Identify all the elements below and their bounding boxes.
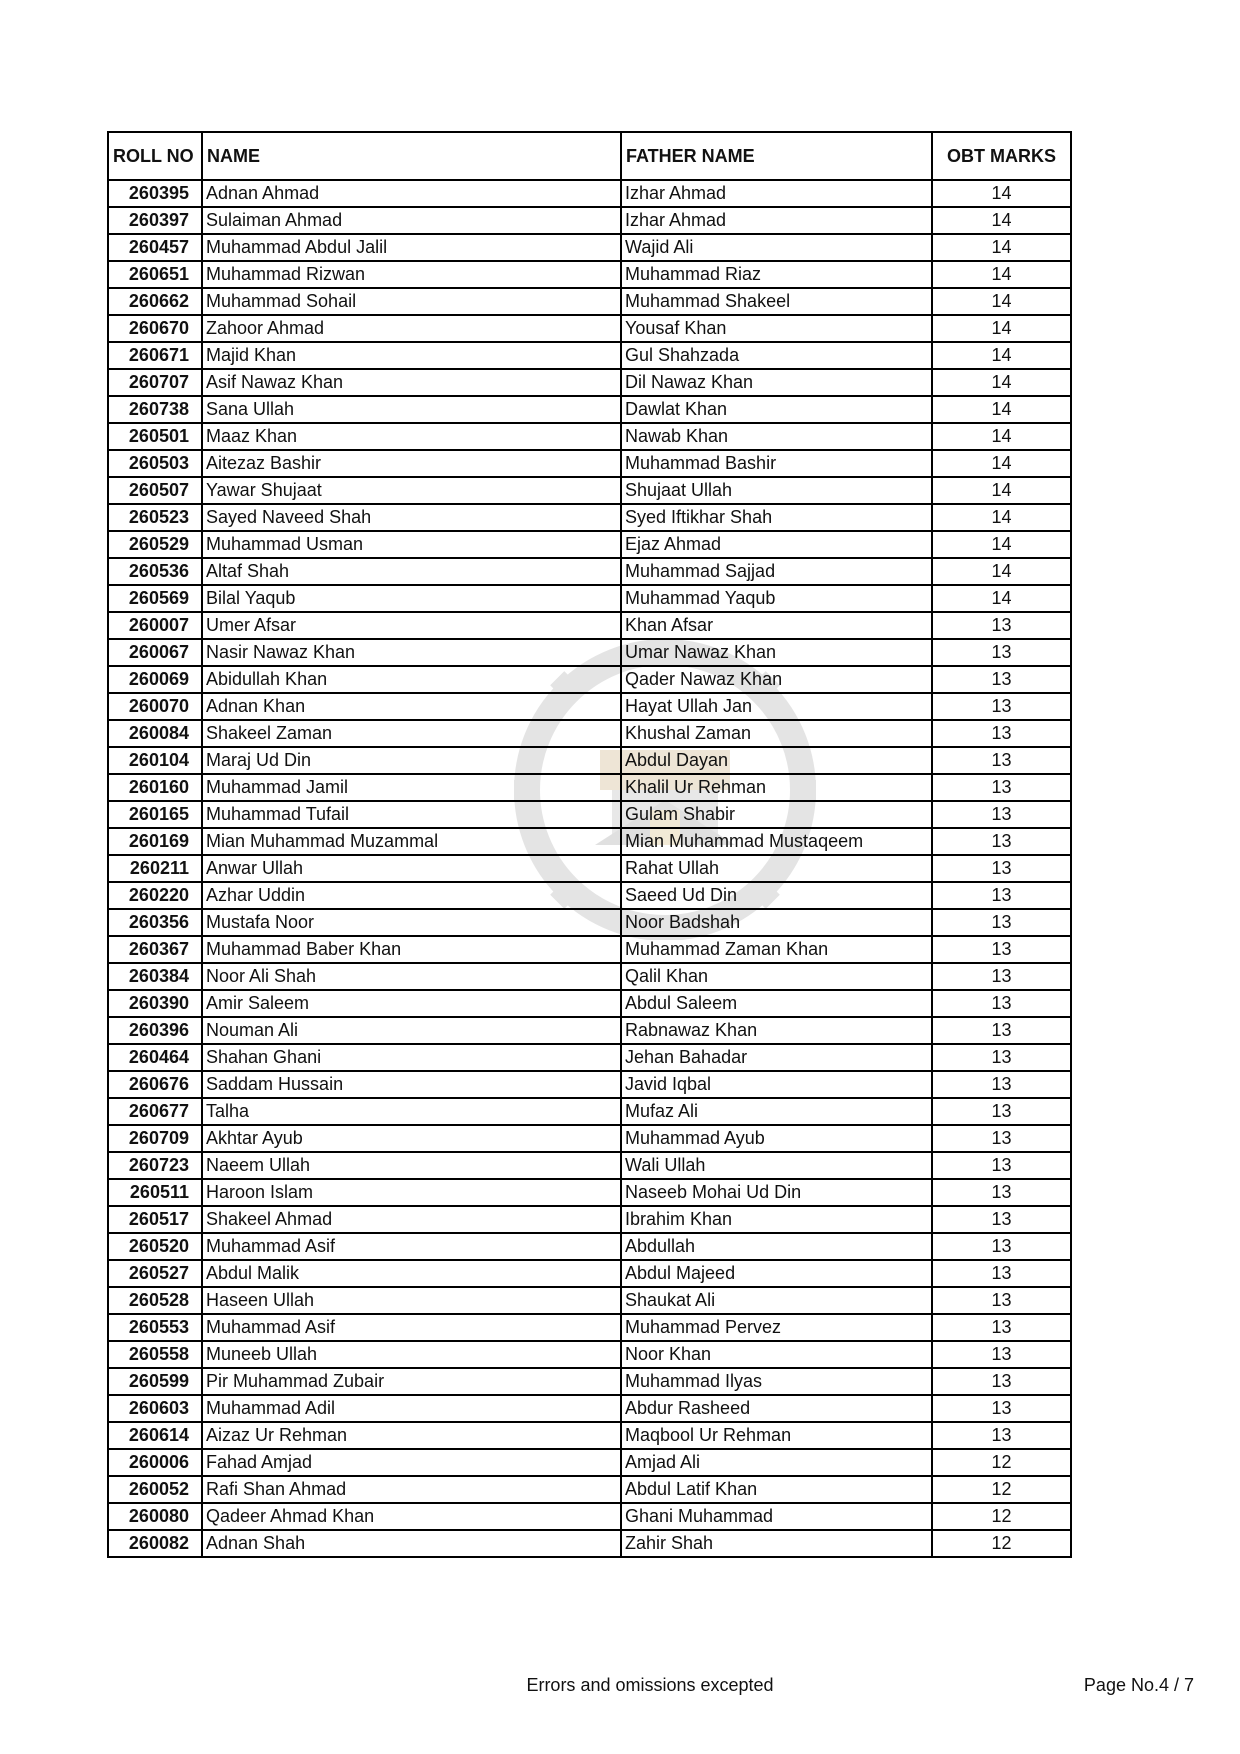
father-name-cell: Qalil Khan (621, 963, 932, 990)
obt-marks-cell: 14 (932, 558, 1071, 585)
obt-marks-cell: 14 (932, 315, 1071, 342)
table-row (108, 855, 1071, 882)
table-row (108, 1287, 1071, 1314)
father-name-cell: Ibrahim Khan (621, 1206, 932, 1233)
father-name-cell: Ejaz Ahmad (621, 531, 932, 558)
roll-no-cell: 260384 (108, 963, 202, 990)
name-cell: Maraj Ud Din (202, 747, 621, 774)
table-row (108, 909, 1071, 936)
roll-no-cell: 260603 (108, 1395, 202, 1422)
name-cell: Muhammad Asif (202, 1314, 621, 1341)
results-table-header (108, 132, 1071, 180)
obt-marks-cell: 14 (932, 504, 1071, 531)
roll-no-cell: 260006 (108, 1449, 202, 1476)
roll-no-cell: 260517 (108, 1206, 202, 1233)
name-cell: Umer Afsar (202, 612, 621, 639)
father-name-cell: Syed Iftikhar Shah (621, 504, 932, 531)
obt-marks-cell: 13 (932, 963, 1071, 990)
father-name-cell: Ghani Muhammad (621, 1503, 932, 1530)
roll-no-cell: 260395 (108, 180, 202, 207)
obt-marks-cell: 14 (932, 531, 1071, 558)
obt-marks-cell: 13 (932, 909, 1071, 936)
table-row (108, 1503, 1071, 1530)
roll-no-cell: 260671 (108, 342, 202, 369)
table-row (108, 180, 1071, 207)
obt-marks-cell: 13 (932, 639, 1071, 666)
father-name-cell: Khushal Zaman (621, 720, 932, 747)
obt-marks-cell: 13 (932, 855, 1071, 882)
table-row (108, 747, 1071, 774)
obt-marks-cell: 14 (932, 477, 1071, 504)
table-row (108, 1125, 1071, 1152)
header-obt-marks: OBT MARKS (932, 132, 1071, 180)
father-name-cell: Abdul Majeed (621, 1260, 932, 1287)
father-name-cell: Wajid Ali (621, 234, 932, 261)
roll-no-cell: 260558 (108, 1341, 202, 1368)
obt-marks-cell: 13 (932, 612, 1071, 639)
father-name-cell: Amjad Ali (621, 1449, 932, 1476)
roll-no-cell: 260670 (108, 315, 202, 342)
roll-no-cell: 260052 (108, 1476, 202, 1503)
father-name-cell: Noor Khan (621, 1341, 932, 1368)
table-row (108, 1044, 1071, 1071)
name-cell: Adnan Khan (202, 693, 621, 720)
obt-marks-cell: 13 (932, 1125, 1071, 1152)
roll-no-cell: 260677 (108, 1098, 202, 1125)
father-name-cell: Abdul Latif Khan (621, 1476, 932, 1503)
table-row (108, 801, 1071, 828)
father-name-cell: Wali Ullah (621, 1152, 932, 1179)
roll-no-cell: 260396 (108, 1017, 202, 1044)
table-row (108, 396, 1071, 423)
father-name-cell: Mufaz Ali (621, 1098, 932, 1125)
obt-marks-cell: 12 (932, 1530, 1071, 1557)
table-row (108, 1071, 1071, 1098)
table-row (108, 693, 1071, 720)
roll-no-cell: 260527 (108, 1260, 202, 1287)
roll-no-cell: 260211 (108, 855, 202, 882)
table-row (108, 936, 1071, 963)
table-row (108, 1395, 1071, 1422)
obt-marks-cell: 13 (932, 693, 1071, 720)
obt-marks-cell: 13 (932, 1314, 1071, 1341)
obt-marks-cell: 13 (932, 1071, 1071, 1098)
obt-marks-cell: 13 (932, 1179, 1071, 1206)
father-name-cell: Muhammad Shakeel (621, 288, 932, 315)
table-row (108, 450, 1071, 477)
roll-no-cell: 260082 (108, 1530, 202, 1557)
header-name: NAME (202, 132, 621, 180)
name-cell: Mustafa Noor (202, 909, 621, 936)
roll-no-cell: 260160 (108, 774, 202, 801)
roll-no-cell: 260169 (108, 828, 202, 855)
name-cell: Muhammad Abdul Jalil (202, 234, 621, 261)
table-row (108, 882, 1071, 909)
name-cell: Akhtar Ayub (202, 1125, 621, 1152)
obt-marks-cell: 14 (932, 261, 1071, 288)
obt-marks-cell: 13 (932, 828, 1071, 855)
table-row (108, 261, 1071, 288)
name-cell: Muhammad Adil (202, 1395, 621, 1422)
roll-no-cell: 260390 (108, 990, 202, 1017)
roll-no-cell: 260529 (108, 531, 202, 558)
name-cell: Aitezaz Bashir (202, 450, 621, 477)
father-name-cell: Noor Badshah (621, 909, 932, 936)
name-cell: Haroon Islam (202, 1179, 621, 1206)
obt-marks-cell: 12 (932, 1449, 1071, 1476)
table-row (108, 1206, 1071, 1233)
name-cell: Bilal Yaqub (202, 585, 621, 612)
father-name-cell: Muhammad Riaz (621, 261, 932, 288)
table-row (108, 774, 1071, 801)
obt-marks-cell: 14 (932, 288, 1071, 315)
table-row (108, 1368, 1071, 1395)
roll-no-cell: 260599 (108, 1368, 202, 1395)
obt-marks-cell: 13 (932, 936, 1071, 963)
father-name-cell: Khalil Ur Rehman (621, 774, 932, 801)
name-cell: Mian Muhammad Muzammal (202, 828, 621, 855)
table-row (108, 666, 1071, 693)
father-name-cell: Muhammad Bashir (621, 450, 932, 477)
roll-no-cell: 260709 (108, 1125, 202, 1152)
roll-no-cell: 260080 (108, 1503, 202, 1530)
obt-marks-cell: 13 (932, 720, 1071, 747)
roll-no-cell: 260457 (108, 234, 202, 261)
roll-no-cell: 260397 (108, 207, 202, 234)
roll-no-cell: 260738 (108, 396, 202, 423)
roll-no-cell: 260507 (108, 477, 202, 504)
obt-marks-cell: 14 (932, 234, 1071, 261)
table-row (108, 612, 1071, 639)
father-name-cell: Izhar Ahmad (621, 207, 932, 234)
roll-no-cell: 260084 (108, 720, 202, 747)
name-cell: Anwar Ullah (202, 855, 621, 882)
name-cell: Nasir Nawaz Khan (202, 639, 621, 666)
father-name-cell: Khan Afsar (621, 612, 932, 639)
obt-marks-cell: 13 (932, 1395, 1071, 1422)
obt-marks-cell: 13 (932, 882, 1071, 909)
table-row (108, 639, 1071, 666)
table-row (108, 1179, 1071, 1206)
table-row (108, 1341, 1071, 1368)
table-row (108, 234, 1071, 261)
obt-marks-cell: 13 (932, 1233, 1071, 1260)
obt-marks-cell: 13 (932, 747, 1071, 774)
obt-marks-cell: 14 (932, 423, 1071, 450)
table-row (108, 558, 1071, 585)
father-name-cell: Javid Iqbal (621, 1071, 932, 1098)
obt-marks-cell: 12 (932, 1503, 1071, 1530)
name-cell: Muhammad Tufail (202, 801, 621, 828)
roll-no-cell: 260165 (108, 801, 202, 828)
father-name-cell: Gulam Shabir (621, 801, 932, 828)
table-row (108, 720, 1071, 747)
father-name-cell: Zahir Shah (621, 1530, 932, 1557)
table-row (108, 342, 1071, 369)
name-cell: Haseen Ullah (202, 1287, 621, 1314)
table-row (108, 1017, 1071, 1044)
table-row (108, 1098, 1071, 1125)
father-name-cell: Muhammad Ayub (621, 1125, 932, 1152)
table-row (108, 1422, 1071, 1449)
roll-no-cell: 260367 (108, 936, 202, 963)
roll-no-cell: 260707 (108, 369, 202, 396)
table-row (108, 990, 1071, 1017)
footer-disclaimer: Errors and omissions excepted (526, 1675, 774, 1695)
name-cell: Yawar Shujaat (202, 477, 621, 504)
obt-marks-cell: 13 (932, 1287, 1071, 1314)
name-cell: Talha (202, 1098, 621, 1125)
obt-marks-cell: 13 (932, 1422, 1071, 1449)
roll-no-cell: 260523 (108, 504, 202, 531)
father-name-cell: Abdul Dayan (621, 747, 932, 774)
roll-no-cell: 260536 (108, 558, 202, 585)
table-row (108, 1314, 1071, 1341)
table-row (108, 1449, 1071, 1476)
name-cell: Muhammad Rizwan (202, 261, 621, 288)
name-cell: Pir Muhammad Zubair (202, 1368, 621, 1395)
father-name-cell: Maqbool Ur Rehman (621, 1422, 932, 1449)
table-row (108, 1530, 1071, 1557)
table-row (108, 1233, 1071, 1260)
name-cell: Rafi Shan Ahmad (202, 1476, 621, 1503)
name-cell: Noor Ali Shah (202, 963, 621, 990)
father-name-cell: Abdur Rasheed (621, 1395, 932, 1422)
name-cell: Muhammad Jamil (202, 774, 621, 801)
obt-marks-cell: 13 (932, 774, 1071, 801)
obt-marks-cell: 13 (932, 1341, 1071, 1368)
results-table (107, 131, 1072, 1558)
name-cell: Shahan Ghani (202, 1044, 621, 1071)
roll-no-cell: 260069 (108, 666, 202, 693)
father-name-cell: Muhammad Pervez (621, 1314, 932, 1341)
name-cell: Naeem Ullah (202, 1152, 621, 1179)
roll-no-cell: 260614 (108, 1422, 202, 1449)
table-row (108, 963, 1071, 990)
results-table-body (108, 180, 1071, 1557)
roll-no-cell: 260464 (108, 1044, 202, 1071)
father-name-cell: Muhammad Ilyas (621, 1368, 932, 1395)
header-row (108, 132, 1071, 180)
obt-marks-cell: 13 (932, 801, 1071, 828)
father-name-cell: Rabnawaz Khan (621, 1017, 932, 1044)
name-cell: Abdul Malik (202, 1260, 621, 1287)
obt-marks-cell: 14 (932, 207, 1071, 234)
name-cell: Amir Saleem (202, 990, 621, 1017)
father-name-cell: Abdullah (621, 1233, 932, 1260)
name-cell: Zahoor Ahmad (202, 315, 621, 342)
name-cell: Sana Ullah (202, 396, 621, 423)
name-cell: Azhar Uddin (202, 882, 621, 909)
father-name-cell: Mian Muhammad Mustaqeem (621, 828, 932, 855)
roll-no-cell: 260007 (108, 612, 202, 639)
table-row (108, 288, 1071, 315)
roll-no-cell: 260501 (108, 423, 202, 450)
roll-no-cell: 260356 (108, 909, 202, 936)
obt-marks-cell: 13 (932, 1044, 1071, 1071)
header-roll-no: ROLL NO (108, 132, 202, 180)
father-name-cell: Izhar Ahmad (621, 180, 932, 207)
name-cell: Muhammad Sohail (202, 288, 621, 315)
father-name-cell: Qader Nawaz Khan (621, 666, 932, 693)
roll-no-cell: 260511 (108, 1179, 202, 1206)
name-cell: Adnan Ahmad (202, 180, 621, 207)
table-row (108, 1476, 1071, 1503)
roll-no-cell: 260528 (108, 1287, 202, 1314)
name-cell: Nouman Ali (202, 1017, 621, 1044)
table-row (108, 423, 1071, 450)
roll-no-cell: 260723 (108, 1152, 202, 1179)
name-cell: Muhammad Baber Khan (202, 936, 621, 963)
name-cell: Muneeb Ullah (202, 1341, 621, 1368)
roll-no-cell: 260662 (108, 288, 202, 315)
father-name-cell: Umar Nawaz Khan (621, 639, 932, 666)
father-name-cell: Muhammad Sajjad (621, 558, 932, 585)
father-name-cell: Muhammad Zaman Khan (621, 936, 932, 963)
roll-no-cell: 260553 (108, 1314, 202, 1341)
name-cell: Altaf Shah (202, 558, 621, 585)
name-cell: Shakeel Zaman (202, 720, 621, 747)
roll-no-cell: 260651 (108, 261, 202, 288)
name-cell: Asif Nawaz Khan (202, 369, 621, 396)
roll-no-cell: 260070 (108, 693, 202, 720)
obt-marks-cell: 13 (932, 990, 1071, 1017)
name-cell: Adnan Shah (202, 1530, 621, 1557)
name-cell: Qadeer Ahmad Khan (202, 1503, 621, 1530)
table-row (108, 504, 1071, 531)
name-cell: Abidullah Khan (202, 666, 621, 693)
table-row (108, 1260, 1071, 1287)
father-name-cell: Shujaat Ullah (621, 477, 932, 504)
table-row (108, 585, 1071, 612)
father-name-cell: Muhammad Yaqub (621, 585, 932, 612)
name-cell: Shakeel Ahmad (202, 1206, 621, 1233)
header-father-name: FATHER NAME (621, 132, 932, 180)
table-row (108, 315, 1071, 342)
page-number: Page No.4 / 7 (1083, 1675, 1194, 1695)
obt-marks-cell: 13 (932, 666, 1071, 693)
roll-no-cell: 260676 (108, 1071, 202, 1098)
table-row (108, 828, 1071, 855)
roll-no-cell: 260067 (108, 639, 202, 666)
table-row (108, 1152, 1071, 1179)
obt-marks-cell: 14 (932, 342, 1071, 369)
obt-marks-cell: 14 (932, 396, 1071, 423)
obt-marks-cell: 14 (932, 450, 1071, 477)
obt-marks-cell: 14 (932, 180, 1071, 207)
obt-marks-cell: 13 (932, 1152, 1071, 1179)
name-cell: Majid Khan (202, 342, 621, 369)
obt-marks-cell: 13 (932, 1206, 1071, 1233)
father-name-cell: Dil Nawaz Khan (621, 369, 932, 396)
name-cell: Muhammad Asif (202, 1233, 621, 1260)
name-cell: Saddam Hussain (202, 1071, 621, 1098)
table-row (108, 477, 1071, 504)
father-name-cell: Nawab Khan (621, 423, 932, 450)
name-cell: Sulaiman Ahmad (202, 207, 621, 234)
father-name-cell: Abdul Saleem (621, 990, 932, 1017)
roll-no-cell: 260220 (108, 882, 202, 909)
roll-no-cell: 260104 (108, 747, 202, 774)
table-row (108, 531, 1071, 558)
father-name-cell: Saeed Ud Din (621, 882, 932, 909)
father-name-cell: Dawlat Khan (621, 396, 932, 423)
father-name-cell: Jehan Bahadar (621, 1044, 932, 1071)
father-name-cell: Hayat Ullah Jan (621, 693, 932, 720)
obt-marks-cell: 13 (932, 1098, 1071, 1125)
roll-no-cell: 260503 (108, 450, 202, 477)
obt-marks-cell: 13 (932, 1368, 1071, 1395)
roll-no-cell: 260569 (108, 585, 202, 612)
name-cell: Maaz Khan (202, 423, 621, 450)
father-name-cell: Rahat Ullah (621, 855, 932, 882)
name-cell: Aizaz Ur Rehman (202, 1422, 621, 1449)
obt-marks-cell: 13 (932, 1017, 1071, 1044)
name-cell: Muhammad Usman (202, 531, 621, 558)
table-row (108, 207, 1071, 234)
obt-marks-cell: 12 (932, 1476, 1071, 1503)
father-name-cell: Yousaf Khan (621, 315, 932, 342)
obt-marks-cell: 13 (932, 1260, 1071, 1287)
table-row (108, 369, 1071, 396)
roll-no-cell: 260520 (108, 1233, 202, 1260)
father-name-cell: Shaukat Ali (621, 1287, 932, 1314)
name-cell: Fahad Amjad (202, 1449, 621, 1476)
father-name-cell: Gul Shahzada (621, 342, 932, 369)
father-name-cell: Naseeb Mohai Ud Din (621, 1179, 932, 1206)
obt-marks-cell: 14 (932, 585, 1071, 612)
obt-marks-cell: 14 (932, 369, 1071, 396)
name-cell: Sayed Naveed Shah (202, 504, 621, 531)
